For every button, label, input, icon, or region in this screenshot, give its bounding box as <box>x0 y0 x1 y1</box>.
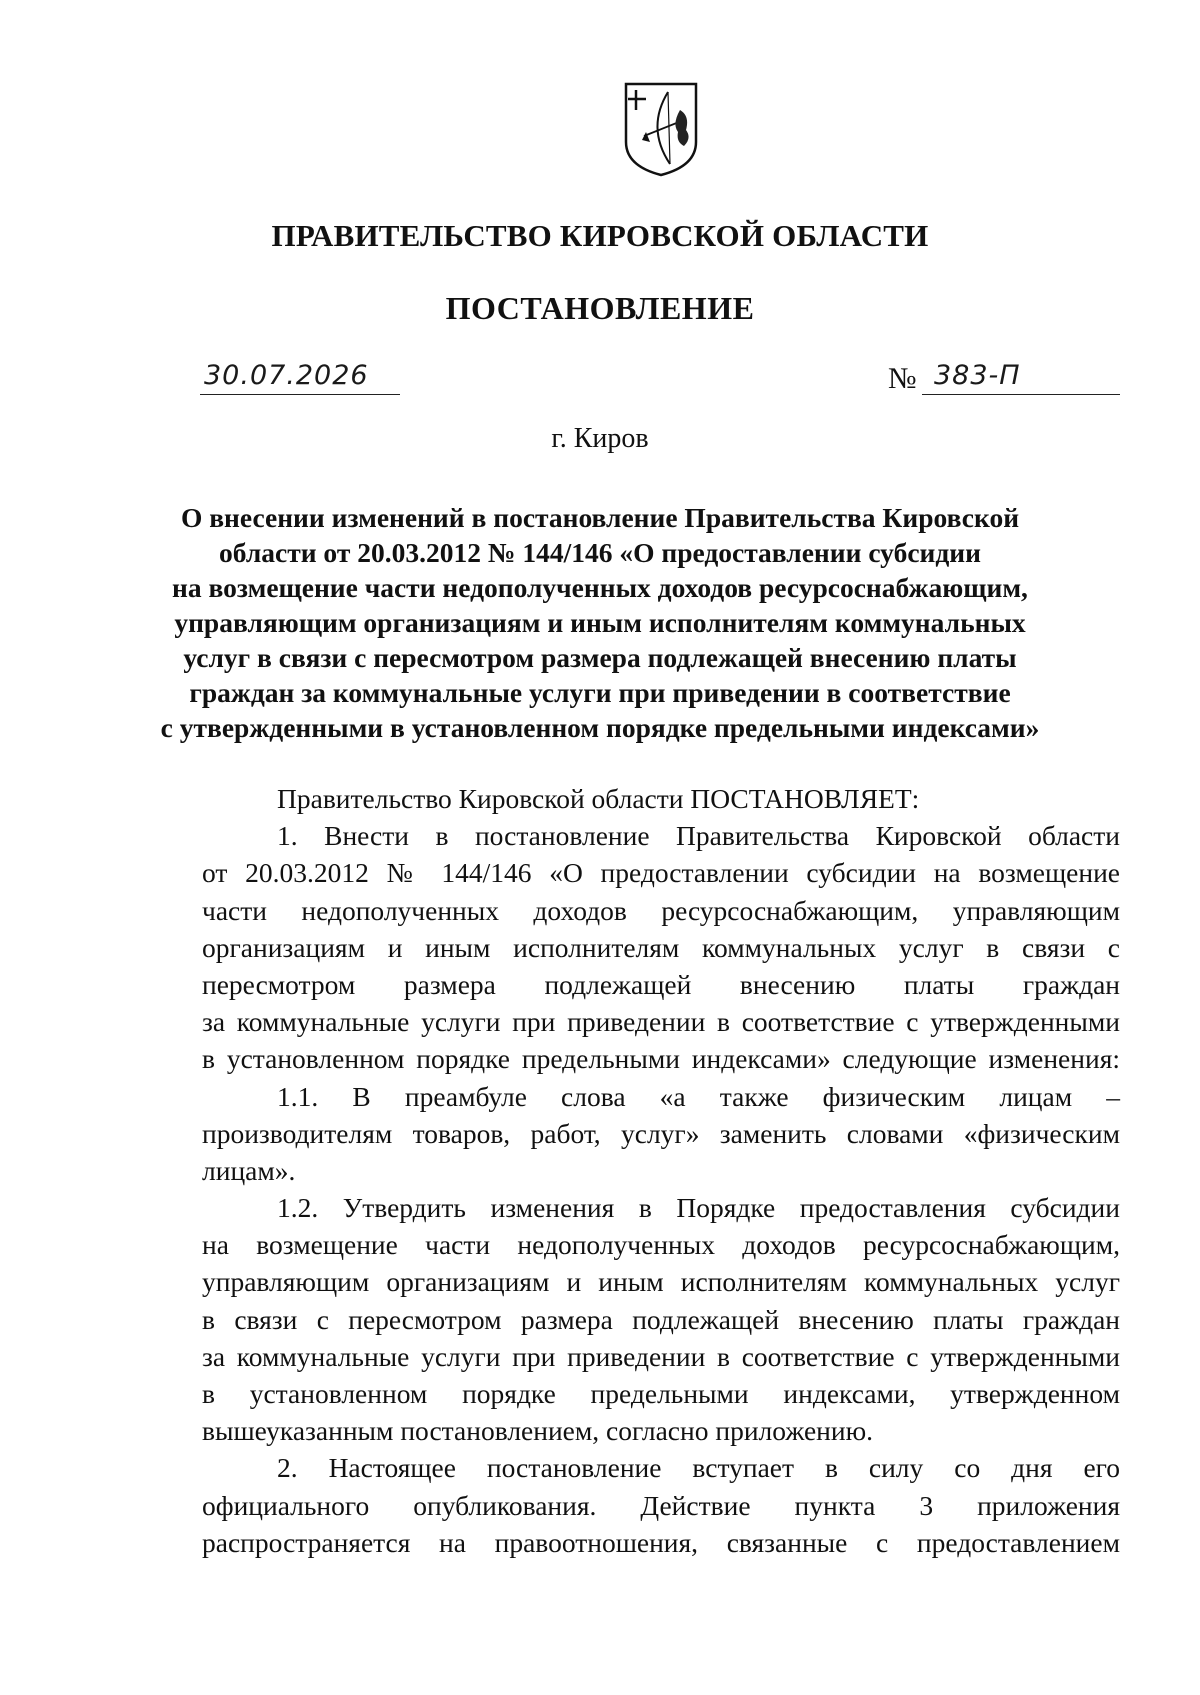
paragraph-line: от 20.03.2012 № 144/146 «О предоставлении субсидии на возмещение <box>202 857 1120 889</box>
paragraph-line: 1.1. В преамбуле слова «а также физическим лицам – <box>277 1080 1120 1112</box>
paragraph-line: 1.2. Утвердить изменения в Порядке предоставления субсидии <box>277 1192 1120 1224</box>
paragraph-line: официального опубликования. Действие пункта 3 приложения <box>202 1489 1120 1521</box>
title-line: с утвержденными в установленном порядке предельными индексами» <box>160 712 1040 743</box>
city: г. Киров <box>551 423 649 454</box>
paragraph-line: лицам». <box>202 1154 296 1186</box>
title-line: области от 20.03.2012 № 144/146 «О предоставлении субсидии <box>219 537 981 568</box>
preamble: Правительство Кировской области ПОСТАНОВЛЯЕТ: <box>277 783 920 814</box>
paragraph-line: на возмещение части недополученных доходов ресурсоснабжающим, <box>202 1229 1120 1261</box>
paragraph-line: за коммунальные услуги при приведении в соответствие с утвержденными <box>202 1340 1120 1372</box>
paragraph-line: 2. Настоящее постановление вступает в силу со дня его <box>277 1452 1120 1484</box>
document-type: ПОСТАНОВЛЕНИЕ <box>445 290 755 326</box>
paragraph-line: вышеуказанным постановлением, согласно приложению. <box>202 1415 874 1447</box>
paragraph-line: управляющим организациям и иным исполнителям коммунальных услуг <box>202 1266 1120 1298</box>
title-line: О внесении изменений в постановление Правительства Кировской <box>180 502 1020 533</box>
coat-of-arms-icon <box>622 80 700 178</box>
paragraph-line: за коммунальные услуги при приведении в соответствие с утвержденными <box>202 1006 1120 1038</box>
organization-name: ПРАВИТЕЛЬСТВО КИРОВСКОЙ ОБЛАСТИ <box>271 218 929 253</box>
document-body <box>202 780 1120 1561</box>
handwritten-number: 383-П <box>934 360 1021 391</box>
paragraph-line: в установленном порядке предельными индексами» следующие изменения: <box>202 1043 1120 1075</box>
paragraph-line: в связи с пересмотром размера подлежащей внесению платы граждан <box>202 1303 1120 1335</box>
handwritten-date: 30.07.2026 <box>204 360 369 391</box>
date-field <box>200 360 400 395</box>
paragraph-line: производителям товаров, работ, услуг» заменить словами «физическим <box>202 1117 1120 1149</box>
number-field <box>922 360 1120 395</box>
title-line: граждан за коммунальные услуги при приведении в соответствие <box>189 677 1011 708</box>
paragraph-line: 1. Внести в постановление Правительства Кировской области <box>277 820 1120 852</box>
paragraph-line: пересмотром размера подлежащей внесению платы граждан <box>202 968 1120 1000</box>
title-line: управляющим организациям и иным исполнителям коммунальных <box>174 607 1026 638</box>
title-line: на возмещение части недополученных доходов ресурсоснабжающим, <box>172 572 1028 603</box>
number-sign: № <box>888 362 917 395</box>
paragraph-line: распространяется на правоотношения, связанные с предоставлением <box>202 1526 1120 1558</box>
paragraph-line: в установленном порядке предельными индексами, утвержденном <box>202 1378 1120 1409</box>
paragraph-line: части недополученных доходов ресурсоснабжающим, управляющим <box>202 894 1120 926</box>
paragraph-line: организациям и иным исполнителям коммунальных услуг в связи с <box>202 931 1120 963</box>
title-line: услуг в связи с пересмотром размера подлежащей внесению платы <box>183 642 1017 673</box>
document-title <box>150 500 1050 745</box>
